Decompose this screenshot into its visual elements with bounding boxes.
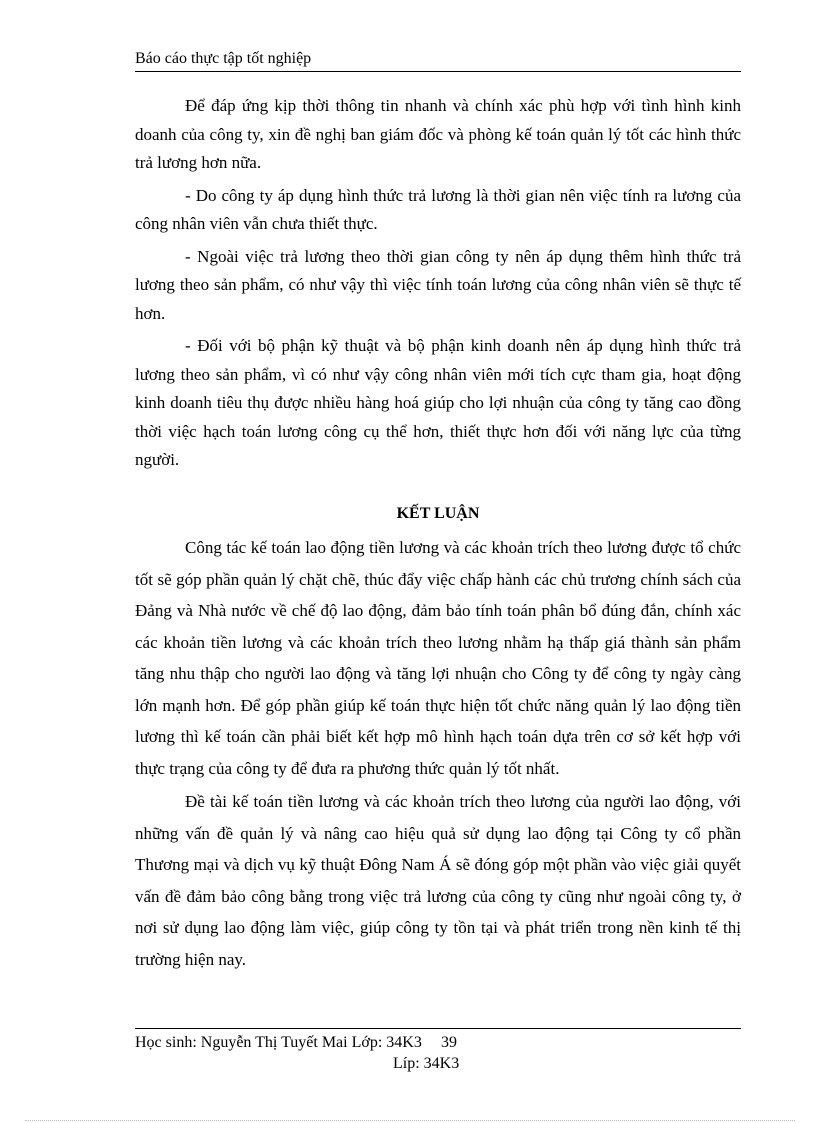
conclusion-section bbox=[135, 532, 741, 975]
paragraph: - Ngoài việc trả lương theo thời gian công ty nên áp dụng thêm hình thức trả lương theo sản phẩm, có như vậy thì việc tính toán lương của công nhân viên sẽ thực tế hơn. bbox=[135, 246, 741, 323]
paragraph: - Đối với bộ phận kỹ thuật và bộ phận kinh doanh nên áp dụng hình thức trả lương theo sản phẩm, vì có như vậy công nhân viên mới tích cực tham gia, hoạt động kinh doanh tiêu thụ được nhiều hàng hoá giúp cho lợi nhuận của công ty tăng cao đồng thời việc hạch toán lương công cụ thể hơn, thiết thực hơn đối với năng lực của từng người. bbox=[135, 336, 741, 469]
page-number: 39 bbox=[441, 1034, 457, 1051]
recommendations-section bbox=[135, 92, 741, 475]
header-divider bbox=[135, 71, 741, 72]
paragraph: Đề tài kế toán tiền lương và các khoản trích theo lương của người lao động, với những vấn đề quản lý và nâng cao hiệu quả sử dụng lao động tại Công ty cổ phần Thương mại và dịch vụ kỹ thuật Đông Nam Á sẽ đóng góp một phần vào việc giải quyết vấn đề đảm bảo công bằng trong việc trả lương của công ty cũng như ngoài công ty, ở nơi sử dụng lao động làm việc, giúp công ty tồn tại và phát triển trong nền kinh tế thị trường hiện nay. bbox=[135, 792, 741, 969]
conclusion-heading: KẾT LUẬN bbox=[396, 504, 480, 522]
footer-student-info: Học sinh: Nguyễn Thị Tuyết Mai Lớp: 34K3 bbox=[135, 1034, 422, 1051]
document-body bbox=[135, 92, 741, 977]
document-header-title: Báo cáo thực tập tốt nghiệp bbox=[135, 50, 312, 67]
page-bottom-border bbox=[25, 1120, 795, 1121]
paragraph: Để đáp ứng kịp thời thông tin nhanh và chính xác phù hợp với tình hình kinh doanh của công ty, xin đề nghị ban giám đốc và phòng kế toán quản lý tốt các hình thức trả lương hơn nữa. bbox=[135, 96, 741, 172]
footer-divider bbox=[135, 1028, 741, 1029]
footer-class-line: Líp: 34K3 bbox=[393, 1055, 460, 1072]
paragraph: Công tác kế toán lao động tiền lương và các khoản trích theo lương được tổ chức tốt sẽ góp phần quản lý chặt chẽ, thúc đẩy việc chấp hành các chủ trương chính sách của Đảng và Nhà nước về chế độ lao động, đảm bảo tính toán phân bổ đúng đắn, chính xác các khoản tiền lương và các khoản trích theo lương nhằm hạ thấp giá thành sản phẩm tăng nhu thập cho người lao động và tăng lợi nhuận cho Công ty để công ty ngày càng lớn mạnh hơn. Để góp phần giúp kế toán thực hiện tốt chức năng quản lý lao động tiền lương thì kế toán cần phải biết kết hợp mô hình hạch toán dựa trên cơ sở kết hợp với thực trạng của công ty để đưa ra phương thức quản lý tốt nhất. bbox=[135, 538, 741, 778]
paragraph: - Do công ty áp dụng hình thức trả lương là thời gian nên việc tính ra lương của công nhân viên vẫn chưa thiết thực. bbox=[135, 185, 741, 233]
